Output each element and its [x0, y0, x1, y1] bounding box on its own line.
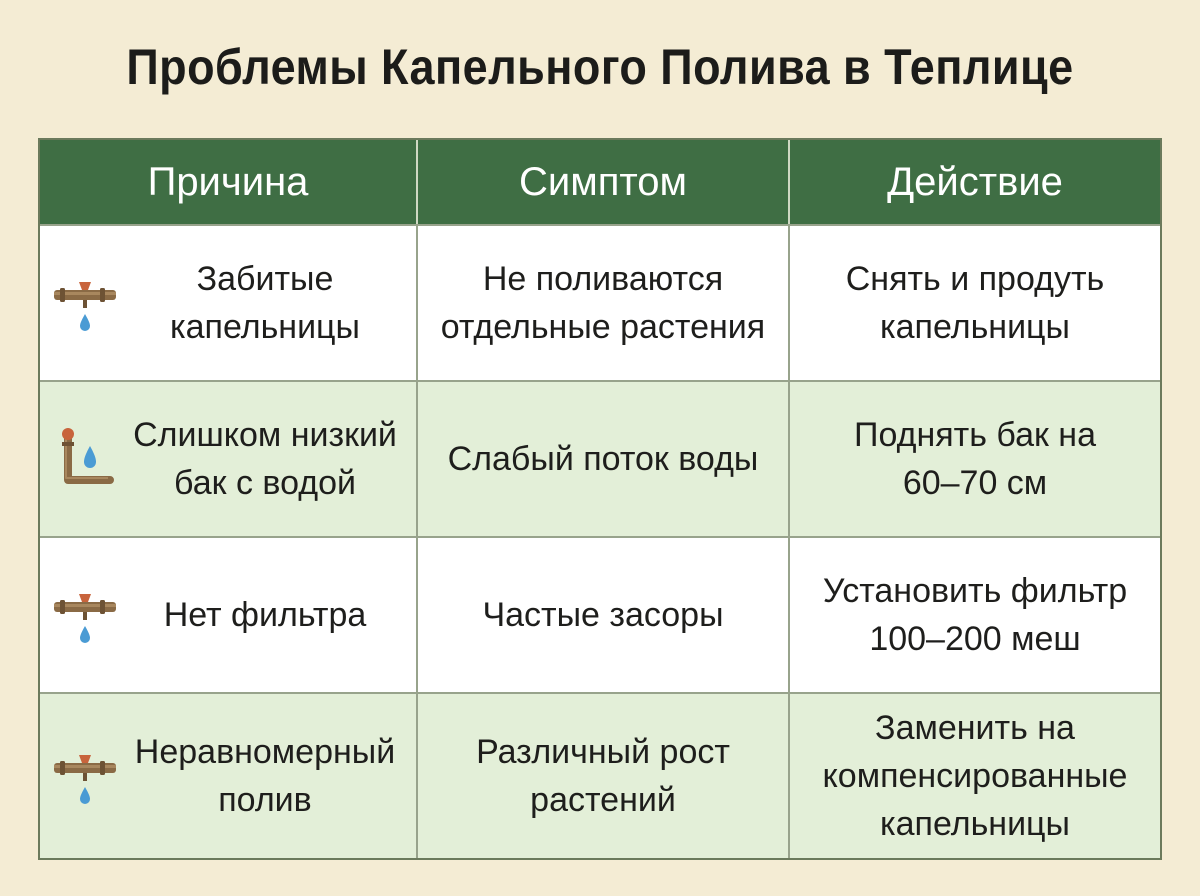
- page-title: Проблемы Капельного Полива в Теплице: [126, 39, 1074, 95]
- table-row: [40, 380, 1160, 536]
- header-symptom: Симптом: [418, 140, 790, 224]
- dripper-valve-icon: [48, 266, 122, 340]
- dripper-valve-icon: [48, 578, 122, 652]
- action-text: Установить фильтр 100–200 меш: [822, 572, 1128, 658]
- action-text: Снять и продуть капельницы: [845, 260, 1105, 346]
- header-action: Действие: [887, 159, 1063, 204]
- header-cause: Причина: [40, 140, 418, 224]
- table-row: [40, 692, 1160, 858]
- symptom-text: Слабый поток воды: [447, 440, 759, 478]
- symptom-cell: [418, 538, 790, 692]
- action-cell: [790, 538, 1160, 692]
- symptom-cell: [418, 694, 790, 858]
- table-header: [40, 140, 1160, 224]
- action-cell: [790, 694, 1160, 858]
- cause-text: Неравномерный полив: [134, 733, 396, 819]
- symptom-cell: [418, 382, 790, 536]
- table-row: [40, 536, 1160, 692]
- symptom-text: Частые засоры: [482, 596, 724, 634]
- cause-cell: [40, 226, 418, 380]
- action-text: Поднять бак на 60–70 см: [854, 416, 1096, 502]
- symptom-text: Не поливаются отдельные растения: [440, 260, 766, 346]
- troubleshooting-table: [38, 138, 1162, 860]
- cause-cell: [40, 382, 418, 536]
- action-cell: [790, 226, 1160, 380]
- cause-text: Слишком низкий бак с водой: [133, 416, 397, 502]
- cause-cell: [40, 538, 418, 692]
- symptom-text: Различный рост растений: [476, 733, 730, 819]
- symptom-cell: [418, 226, 790, 380]
- cause-text: Забитые капельницы: [170, 260, 360, 346]
- cause-text: Нет фильтра: [163, 596, 367, 634]
- cause-cell: [40, 694, 418, 858]
- bent-pipe-drop-icon: [48, 422, 122, 496]
- action-cell: [790, 382, 1160, 536]
- action-text: Заменить на компенсированные капельницы: [822, 709, 1128, 843]
- table-row: [40, 224, 1160, 380]
- dripper-valve-icon: [48, 739, 122, 813]
